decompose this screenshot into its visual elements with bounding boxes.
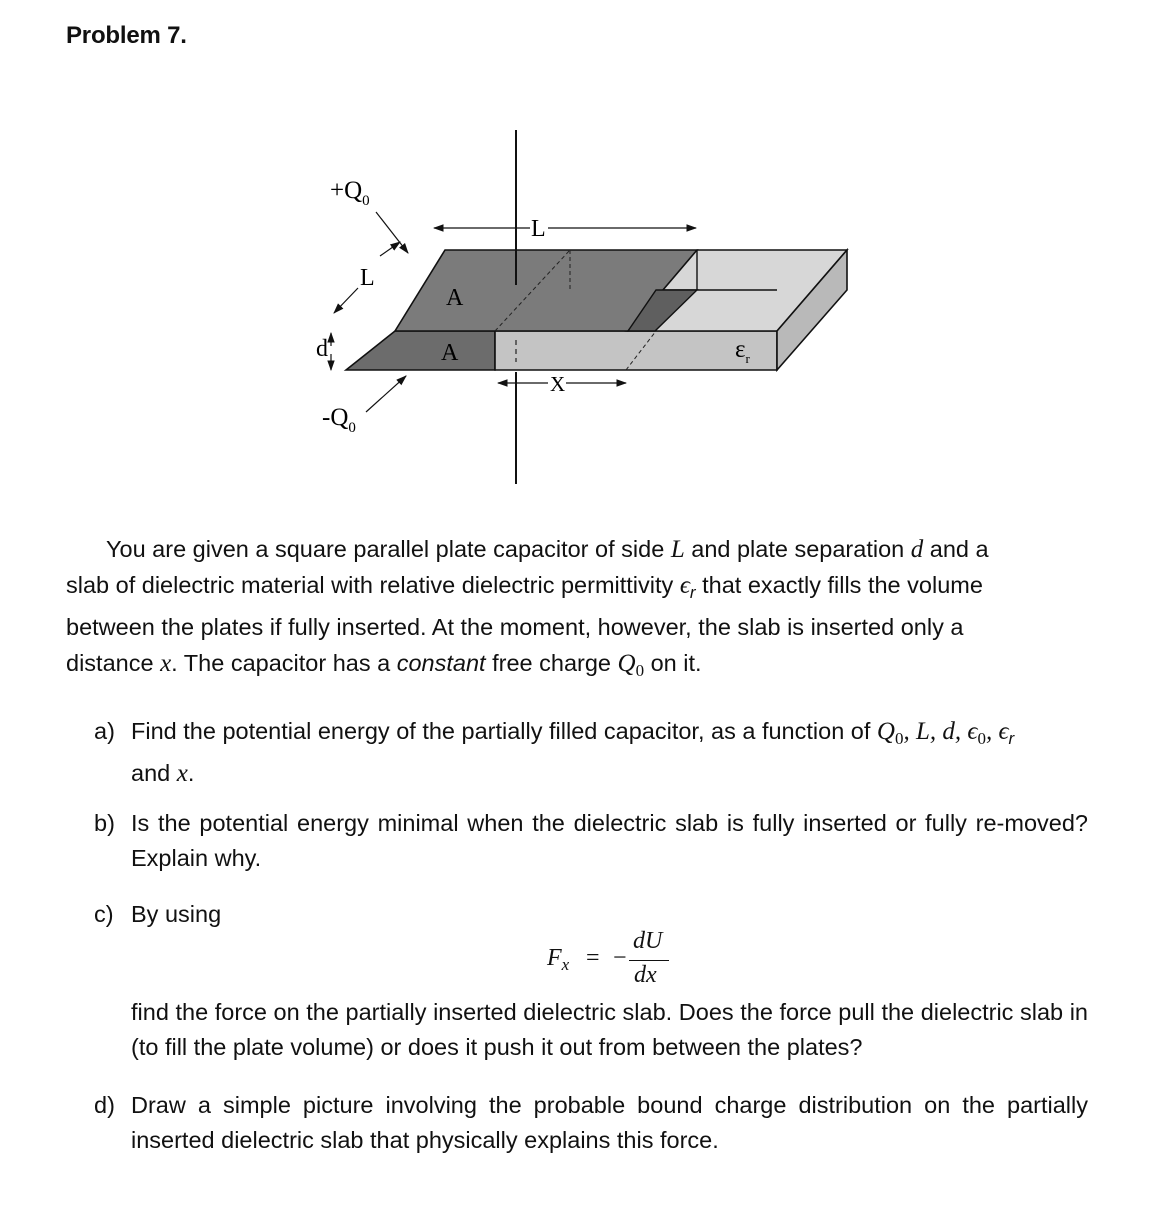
negative-charge-label: $-Q_0$ bbox=[322, 404, 356, 436]
question-c-label: c) bbox=[94, 901, 114, 927]
statement-line: You are given a square parallel plate capacitor of side L and plate separation d and a bbox=[106, 536, 989, 563]
depth-arrow bbox=[334, 288, 358, 313]
question-c bbox=[94, 897, 1088, 932]
capacitor-diagram bbox=[0, 0, 1170, 500]
question-b bbox=[94, 806, 1088, 876]
force-formula bbox=[545, 928, 675, 992]
bottom-plate bbox=[346, 331, 495, 370]
question-c-followup: find the force on the partially inserted dielectric slab. Does the force pull the dielectric slab in (to fill the plate volume) or does it push it out from between the plates? bbox=[131, 999, 1088, 1060]
formula-numerator: dU bbox=[633, 928, 663, 954]
question-b-label: b) bbox=[94, 810, 115, 836]
statement-line: between the plates if fully inserted. At the moment, however, the slab is inserted only a bbox=[66, 614, 964, 640]
formula-minus: − bbox=[613, 945, 627, 971]
question-c-continued bbox=[94, 995, 1088, 1065]
formula-denominator: dx bbox=[634, 962, 657, 988]
question-d-text: Draw a simple picture involving the probable bound charge distribution on the partially inserted dielectric slab that physically explains this force. bbox=[131, 1092, 1088, 1153]
statement-line: slab of dielectric material with relative dielectric permittivity $\epsilon_r$ that exactly fills the volume bbox=[66, 571, 983, 602]
statement-line: distance x. The capacitor has a constant free charge $Q_0$ on it. bbox=[66, 649, 702, 680]
fraction-bar bbox=[629, 960, 669, 961]
problem-statement bbox=[66, 532, 1088, 688]
depth-arrow bbox=[380, 242, 400, 256]
formula-equals: = bbox=[586, 945, 600, 971]
permittivity-label: $\varepsilon_r$ bbox=[735, 336, 750, 366]
positive-charge-label: $+Q_0$ bbox=[330, 177, 370, 209]
question-d bbox=[94, 1088, 1088, 1158]
side-length-label: L bbox=[531, 216, 546, 242]
question-b-text: Is the potential energy minimal when the dielectric slab is fully inserted or fully re-moved? Explain why. bbox=[131, 810, 1088, 871]
positive-charge-arrow bbox=[376, 212, 408, 253]
problem-title: Problem 7. bbox=[66, 22, 187, 49]
question-d-label: d) bbox=[94, 1092, 115, 1118]
bottom-area-label: A bbox=[441, 340, 459, 366]
question-a-text: Find the potential energy of the partially filled capacitor, as a function of $Q_0$, L, d, $\epsilon_0$, $\epsilon_r$ and x. bbox=[131, 718, 1015, 787]
question-a bbox=[94, 714, 1088, 791]
top-area-label: A bbox=[446, 285, 464, 311]
question-c-text: By using bbox=[131, 901, 222, 927]
separation-label: d bbox=[316, 336, 328, 362]
question-a-label: a) bbox=[94, 718, 115, 744]
formula-lhs: $F_x$ bbox=[547, 945, 570, 974]
depth-length-label: L bbox=[360, 265, 375, 291]
insertion-label: X bbox=[550, 372, 566, 396]
negative-charge-arrow bbox=[366, 376, 406, 412]
